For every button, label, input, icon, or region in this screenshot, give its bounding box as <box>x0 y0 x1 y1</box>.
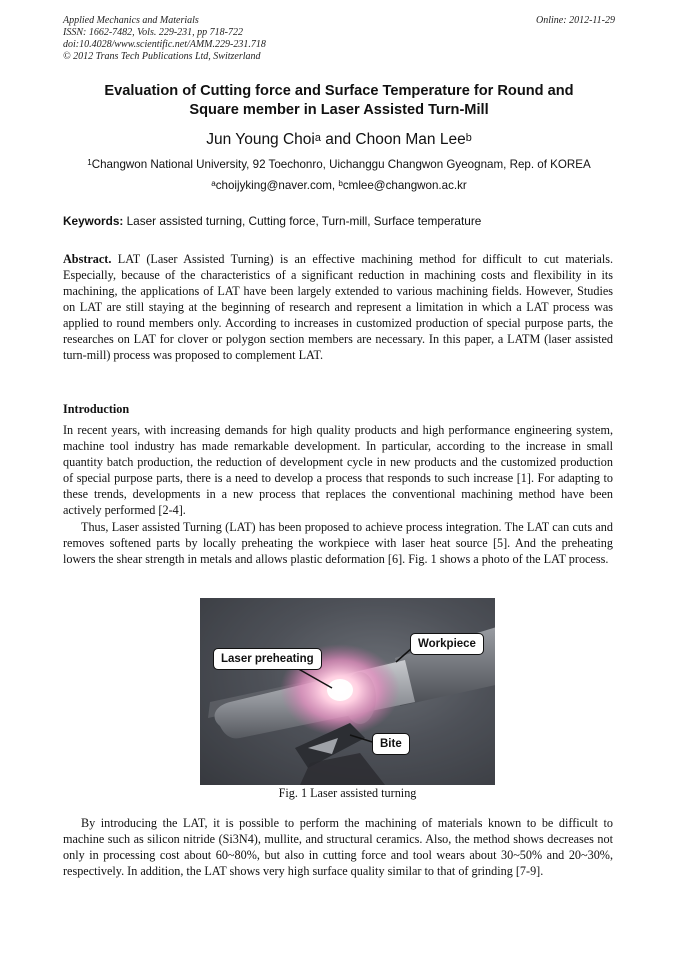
author-1-mark: a <box>314 132 321 144</box>
email-separator: , <box>331 179 339 192</box>
keywords-label: Keywords: <box>63 214 124 228</box>
email-line <box>63 178 615 193</box>
callout-workpiece: Workpiece <box>410 633 484 655</box>
author-1: Jun Young Choi <box>206 131 315 148</box>
issn-line: ISSN: 1662-7482, Vols. 229-231, pp 718-722 <box>63 27 243 38</box>
callout-bite: Bite <box>372 733 410 755</box>
abstract <box>63 251 613 363</box>
journal-name: Applied Mechanics and Materials <box>63 15 199 26</box>
email-a-mark: a <box>211 179 216 188</box>
introduction-para-1: In recent years, with increasing demands for high quality products and high performance engineering system, machine tool industry has made remarkable development. In particular, according to the increase in small quantity batch production, the reduction of development cycle in new products and the customized production of special purpose parts, there is a need to develop a process that responds to such increase [1]. For adapting to these trends, developments in a new process that replaces the conventional machining method have been actively performed [2-4]. <box>63 423 613 517</box>
keywords <box>63 214 481 229</box>
affiliation-mark: 1 <box>87 158 92 167</box>
title-line-1: Evaluation of Cutting force and Surface Temperature for Round and <box>104 83 574 99</box>
copyright-line: © 2012 Trans Tech Publications Ltd, Switzerland <box>63 51 261 62</box>
email-a[interactable]: choijyking@naver.com <box>215 179 332 192</box>
figure-caption: Fig. 1 Laser assisted turning <box>278 786 417 800</box>
title-line-2: Square member in Laser Assisted Turn-Mill <box>189 102 489 118</box>
closing-paragraph: By introducing the LAT, it is possible to perform the machining of materials known to be difficult to machine such as silicon nitride (Si3N4), mullite, and structural ceramics. Also, the method shows decreases not only in processing cost about 60~80%, but also in cutting force and tool wears about 30~50% and 20~30%, respectively. In addition, the LAT shows very high surface quality similar to that of grinding [7-9]. <box>63 816 613 878</box>
author-conjunction: and <box>320 131 356 148</box>
author-2: Choon Man Lee <box>355 131 466 148</box>
affiliation <box>63 157 615 172</box>
lat-process-photo <box>200 598 495 785</box>
keywords-text: Laser assisted turning, Cutting force, Turn-mill, Surface temperature <box>123 214 482 228</box>
figure-photo <box>200 598 495 785</box>
affiliation-text: Changwon National University, 92 Toechonro, Uichanggu Changwon Gyeognam, Rep. of KOREA <box>91 158 591 171</box>
introduction-heading: Introduction <box>63 402 130 416</box>
introduction-para-2: Thus, Laser assisted Turning (LAT) has been proposed to achieve process integration. The LAT can cuts and removes softened parts by locally preheating the workpiece with laser heat source [5]. And the preheating lowers the shear strength in metals and allows plastic deformation [6]. Fig. 1 shows a photo of the LAT process. <box>63 520 613 566</box>
abstract-label: Abstract. <box>63 252 112 266</box>
doi-line[interactable]: doi:10.4028/www.scientific.net/AMM.229-231.718 <box>63 39 266 50</box>
email-b[interactable]: cmlee@changwon.ac.kr <box>342 179 467 192</box>
abstract-text: LAT (Laser Assisted Turning) is an effective machining method for difficult to cut materials. Especially, because of the characteristics of a significant reduction in machining costs and flexibility in its machining, the applications of LAT have been largely extended to various machining fields. However, Studies on LAT are still staying at the beginning of research and represent a limitation in which a LAT process was applied to round members only. According to increases in customized production of special purpose parts, the researches on LAT for clover or polygon section members are necessary. In this paper, a LATM (laser assisted turn-mill) process was proposed to complement LAT. <box>63 252 613 362</box>
online-date: Online: 2012-11-29 <box>536 15 615 26</box>
email-b-mark: b <box>338 179 343 188</box>
callout-laser-preheating: Laser preheating <box>213 648 322 670</box>
paper-title <box>63 82 615 120</box>
author-list <box>63 130 615 150</box>
author-2-mark: b <box>465 132 472 144</box>
